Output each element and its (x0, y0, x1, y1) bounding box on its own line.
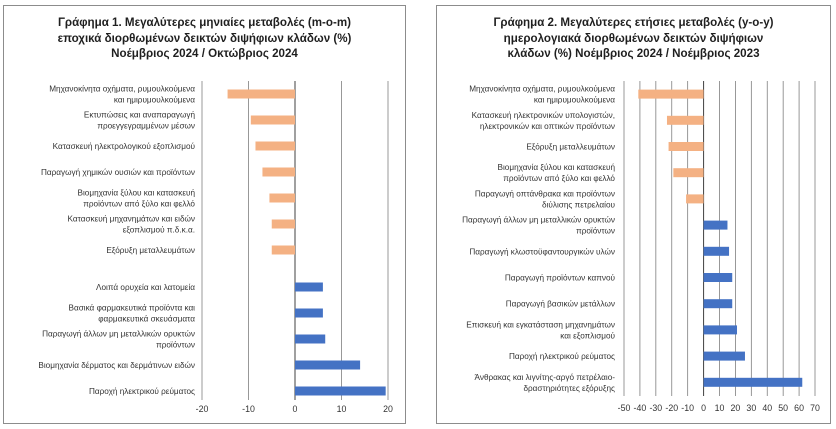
tick-label: 0 (292, 404, 298, 414)
tick-label: 40 (762, 403, 773, 413)
chart-title-line: εποχικά διορθωμένων δεικτών διψήφιων κλάδων (%) (57, 31, 352, 45)
tick-label: 10 (336, 404, 347, 414)
category-label: Κατασκευή ηλεκτρονικών υπολογιστών, ηλεκτρονικών και οπτικών προϊόντων (471, 110, 615, 131)
bar-chart-annual (437, 6, 832, 425)
category-label: Παραγωγή άλλων μη μεταλλικών ορυκτών προϊόντων (462, 215, 615, 236)
category-label: Μηχανοκίνητα οχήματα, ρυμουλκούμενα και ημιρυμουλκούμενα (49, 84, 195, 105)
category-label: Παραγωγή προϊόντων καπνού (504, 273, 615, 283)
category-label: Άνθρακας και λιγνίτης-αργό πετρέλαιο-δραστηριότητες εξόρυξης (474, 372, 615, 393)
bar (272, 220, 295, 229)
bar (686, 194, 704, 203)
category-label: Βιομηχανία ξύλου και κατασκευή προϊόντων από ξύλο και φελλό (77, 188, 195, 209)
tick-label: 0 (701, 403, 707, 413)
category-label: Βασικά φαρμακευτικά προϊόντα και φαρμακευτικά σκευάσματα (68, 303, 195, 324)
category-label: Παραγωγή οπτάνθρακα και προϊόντων διύλισης πετρελαίου (474, 189, 615, 210)
bar (295, 387, 386, 396)
bar (638, 90, 703, 99)
bar (704, 378, 803, 387)
bar (269, 194, 295, 203)
bar (251, 116, 295, 125)
category-label: Λοιπά ορυχεία και λατομεία (96, 283, 195, 292)
tick-label: 30 (746, 403, 757, 413)
category-label: Επισκευή και εγκατάσταση μηχανημάτων και εξοπλισμού (466, 320, 615, 341)
tick-label: 10 (714, 403, 725, 413)
bar (704, 299, 733, 308)
category-label: Εκτυπώσεις και αναπαραγωγή προεγγεγραμμένων μέσων (83, 110, 195, 131)
bar (704, 247, 729, 256)
tick-label: -40 (633, 403, 647, 413)
category-label: Παραγωγή άλλων μη μεταλλικών ορυκτών προϊόντων (42, 329, 195, 350)
category-label: Εξόρυξη μεταλλευμάτων (526, 142, 615, 152)
chart-title-line: Γράφημα 2. Μεγαλύτερες ετήσιες μεταβολές (y-o-y) (493, 16, 774, 29)
chart-title-line: ημερολογιακά διορθωμένων δεικτών διψήφιων (503, 31, 764, 45)
tick-label: -20 (195, 404, 209, 414)
tick-label: 60 (794, 403, 804, 413)
tick-label: 20 (383, 404, 393, 414)
bar (295, 309, 323, 318)
chart-title-line: Νοέμβριος 2024 / Οκτώβριος 2024 (111, 47, 298, 60)
category-label: Παραγωγή κλωστοϋφαντουργικών υλών (469, 247, 615, 257)
bar (262, 168, 295, 177)
tick-label: -10 (242, 404, 255, 414)
bar (704, 325, 737, 334)
chart-panel-monthly (3, 5, 406, 424)
tick-label: -20 (665, 403, 679, 413)
tick-label: 70 (810, 403, 820, 413)
tick-label: -50 (617, 403, 631, 413)
bar (673, 168, 703, 177)
bar (704, 352, 745, 361)
category-label: Παραγωγή χημικών ουσιών και προϊόντων (40, 168, 195, 177)
bar (704, 273, 733, 282)
bar (295, 335, 325, 344)
bar (667, 116, 704, 125)
category-label: Βιομηχανία δέρματος και δερμάτινων ειδών (38, 361, 195, 370)
bar (295, 361, 360, 370)
category-label: Βιομηχανία ξύλου και κατασκευή προϊόντων από ξύλο και φελλό (497, 163, 615, 184)
category-label: Μηχανοκίνητα οχήματα, ρυμουλκούμενα και ημιρυμουλκούμενα (469, 84, 615, 105)
chart-title-line: κλάδων (%) Νοέμβριος 2024 / Νοέμβριος 2023 (507, 47, 760, 60)
bar (669, 142, 704, 151)
category-label: Εξόρυξη μεταλλευμάτων (106, 246, 195, 255)
bar (228, 90, 295, 99)
tick-label: 50 (778, 403, 789, 413)
chart-panel-annual (436, 5, 831, 424)
category-label: Παροχή ηλεκτρικού ρεύματος (508, 352, 615, 362)
category-label: Κατασκευή ηλεκτρολογικού εξοπλισμού (52, 142, 195, 151)
bar (704, 221, 728, 230)
category-label: Κατασκευή μηχανημάτων και ειδών εξοπλισμού π.δ.κ.α. (67, 214, 195, 235)
bar-chart-monthly (4, 6, 407, 425)
category-label: Παραγωγή βασικών μετάλλων (505, 299, 615, 309)
chart-title-line: Γράφημα 1. Μεγαλύτερες μηνιαίες μεταβολές (m-o-m) (57, 16, 352, 29)
tick-label: -30 (649, 403, 663, 413)
bar (295, 283, 323, 292)
bar (272, 246, 295, 255)
category-label: Παροχή ηλεκτρικού ρεύματος (88, 387, 195, 396)
tick-label: -10 (681, 403, 695, 413)
tick-label: 20 (730, 403, 741, 413)
bar (255, 142, 295, 151)
